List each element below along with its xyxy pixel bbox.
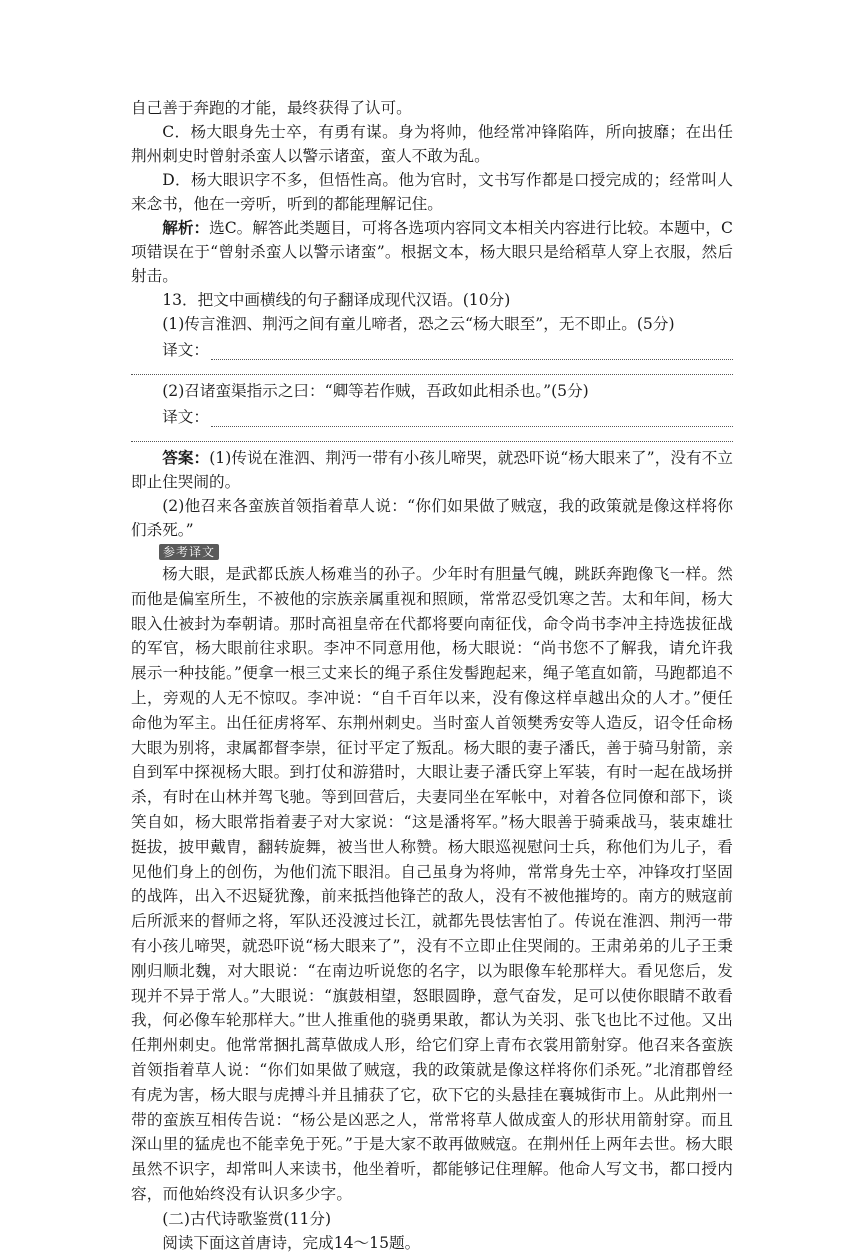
- answer-1-text: (1)传说在淮泗、荆沔一带有小孩儿啼哭，就恐吓说“杨大眼来了”，没有不立即止住哭闹的。: [131, 449, 733, 491]
- reference-translation-badge: 参考译文: [159, 544, 219, 560]
- option-c: [131, 120, 733, 168]
- content-column: [131, 96, 733, 1255]
- translation-answer-line-1[interactable]: [131, 336, 733, 360]
- dotted-blank: [211, 410, 733, 427]
- analysis-label: 解析：: [162, 218, 210, 237]
- answer-2: (2)他召来各蛮族首领指着草人说：“你们如果做了贼寇，我的政策就是像这样将你们杀死。”: [131, 497, 733, 539]
- option-d-letter: D．: [162, 171, 191, 189]
- option-c-letter: C．: [162, 123, 191, 141]
- dotted-blank: [211, 343, 733, 360]
- instruction-text: 阅读下面这首唐诗，完成14～15题。: [162, 1233, 421, 1252]
- answer-label: 答案：: [162, 448, 210, 467]
- translation-label-2: 译文：: [162, 408, 209, 426]
- translation-answer-line-2[interactable]: [131, 403, 733, 427]
- question-13-title: 13．把文中画横线的句子翻译成现代汉语。(10分): [162, 291, 511, 309]
- option-d: [131, 168, 733, 216]
- top-paragraph: 自己善于奔跑的才能，最终获得了认可。: [131, 99, 412, 117]
- question-13-item-2: (2)召诸蛮渠指示之曰：“卿等若作贼，吾政如此相杀也。”(5分): [162, 382, 589, 400]
- option-c-text: 杨大眼身先士卒，有勇有谋。身为将帅，他经常冲锋陷阵，所向披靡；在出任荆州刺史时曾射杀蛮人以警示诸蛮，蛮人不敢为乱。: [131, 123, 733, 165]
- dotted-blank-full-1: [131, 360, 733, 375]
- translation-label-1: 译文：: [162, 341, 209, 359]
- dotted-blank-full-2: [131, 427, 733, 442]
- reference-translation-text: 杨大眼，是武都氐族人杨难当的孙子。少年时有胆量气魄，跳跃奔跑像飞一样。然而他是偏室所生，不被他的宗族亲属重视和照顾，常常忍受饥寒之苦。太和年间，杨大眼入仕被封为奉朝请。那时高祖皇帝在代都将要向南征伐，命令尚书李冲主持选拔征战的军官，杨大眼前往求职。李冲不同意用他，杨大眼说：“尚书您不了解我，请允许我展示一种技能。”便拿一根三丈来长的绳子系住发髻跑起来，绳子笔直如箭，马跑都追不上，旁观的人无不惊叹。李冲说：“自千百年以来，没有像这样卓越出众的人才。”便任命他为军主。出任征虏将军、东荆州刺史。当时蛮人首领樊秀安等人造反，诏令任命杨大眼为别将，隶属都督李崇，征讨平定了叛乱。杨大眼的妻子潘氏，善于骑马射箭，亲自到军中探视杨大眼。到打仗和游猎时，大眼让妻子潘氏穿上军装，有时一起在战场拼杀，有时在山林并驾飞驰。等到回营后，夫妻同坐在军帐中，对着各位同僚和部下，谈笑自如，杨大眼常指着妻子对大家说：“这是潘将军。”杨大眼善于骑乘战马，装束雄壮挺拔，披甲戴胄，翻转旋舞，被当世人称赞。杨大眼巡视慰问士兵，称他们为儿子，看见他们身上的创伤，为他们流下眼泪。自己虽身为将帅，常常身先士卒，冲锋攻打坚固的战阵，出入不迟疑犹豫，前来抵挡他锋芒的敌人，没有不被他摧垮的。南方的贼寇前后所派来的督师之将，军队还没渡过长江，就都先畏怯害怕了。传说在淮泗、荆沔一带有小孩儿啼哭，就恐吓说“杨大眼来了”，没有不立即止住哭闹的。王肃弟弟的儿子王秉刚归顺北魏，对大眼说：“在南边听说您的名字，以为眼像车轮那样大。看见您后，发现并不异于常人。”大眼说：“旗鼓相望，怒眼圆睁，意气奋发，足可以使你眼睛不敢看我，何必像车轮那样大。”世人推重他的骁勇果敢，都认为关羽、张飞也比不过他。又出任荆州刺史。他常常捆扎蒿草做成人形，给它们穿上青布衣裳用箭射穿。他召来各蛮族首领指着草人说：“你们如果做了贼寇，我的政策就是像这样将你们杀死。”北淯郡曾经有虎为害，杨大眼与虎搏斗并且捕获了它，砍下它的头悬挂在襄城街市上。从此荆州一带的蛮族互相传告说：“杨公是凶恶之人，常常将草人做成蛮人的形状用箭射穿。而且深山里的猛虎也不能幸免于死。”于是大家不敢再做贼寇。在荆州任上两年去世。杨大眼虽然不识字，却常叫人来读书，他坐着听，都能够记住理解。他命人写文书，都口授内容，而他始终没有认识多少字。: [131, 565, 733, 1203]
- analysis-text: 选C。解答此类题目，可将各选项内容同文本相关内容进行比较。本题中，C项错误在于“曾射杀蛮人以警示诸蛮”。根据文本，杨大眼只是给稻草人穿上衣服，然后射击。: [131, 219, 733, 285]
- option-d-text: 杨大眼识字不多，但悟性高。他为官时，文书写作都是口授完成的；经常叫人来念书，他在一旁听，听到的都能理解记住。: [131, 171, 733, 213]
- section-heading: (二)古代诗歌鉴赏(11分): [162, 1209, 332, 1228]
- analysis: [131, 216, 733, 288]
- answer-1: [131, 446, 733, 494]
- question-13-item-1: (1)传言淮泗、荆沔之间有童儿啼者，恐之云“杨大眼至”，无不即止。(5分): [162, 315, 675, 333]
